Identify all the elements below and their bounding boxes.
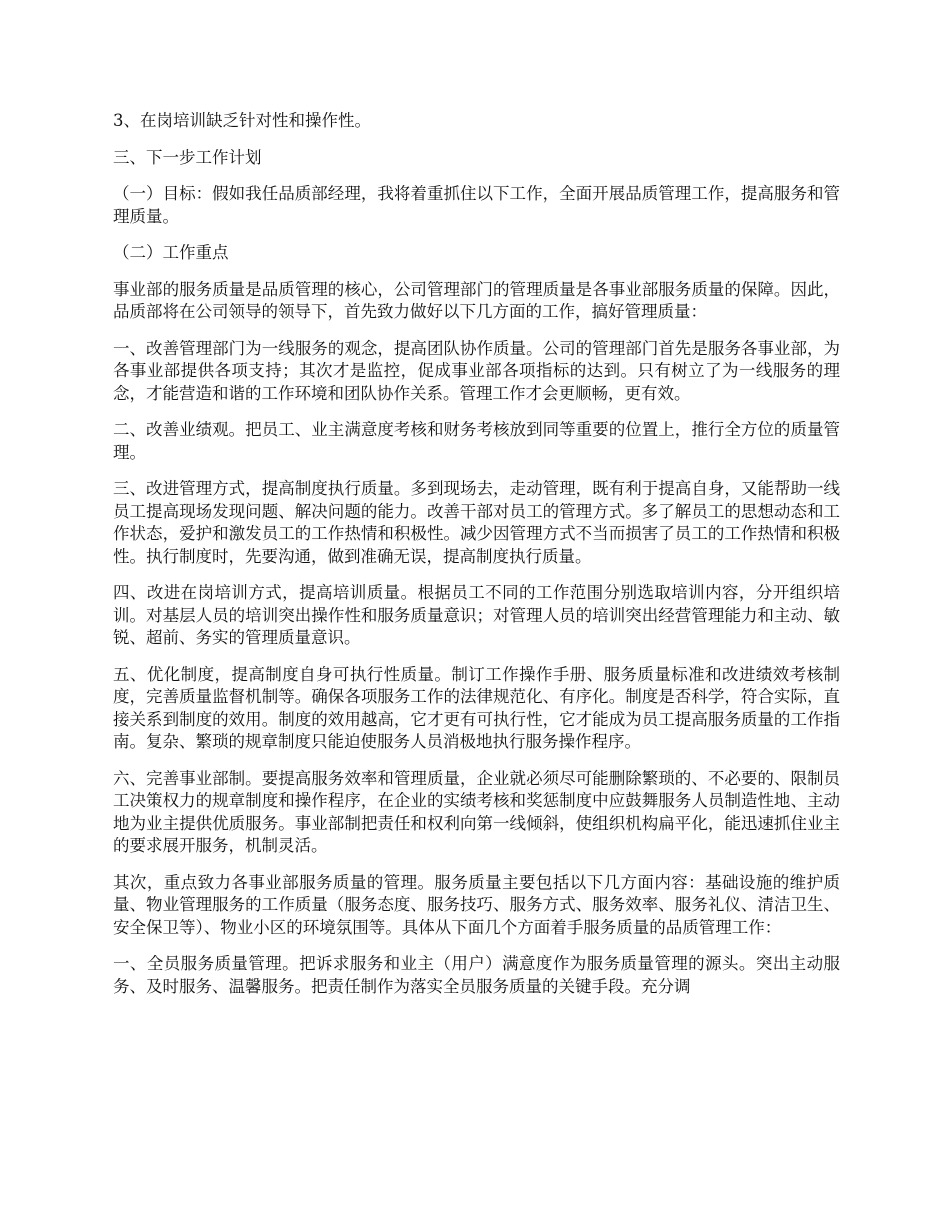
paragraph-item-6: 六、完善事业部制。要提高服务效率和管理质量，企业就必须尽可能删除繁琐的、不必要的、限制员工决策权力的规章制度和操作程序，在企业的实绩考核和奖惩制度中应鼓舞服务人员制造性地、主动地为业主提供优质服务。事业部制把责任和权利向第一线倾斜，使组织机构扁平化，能迅速抓住业主的要求展开服务，机制灵活。 [113,768,840,855]
paragraph-item-4: 四、改进在岗培训方式，提高培训质量。根据员工不同的工作范围分别选取培训内容，分开组织培训。对基层人员的培训突出操作性和服务质量意识；对管理人员的培训突出经营管理能力和主动、敏锐、超前、务实的管理质量意识。 [113,583,840,647]
paragraph-goal: （一）目标：假如我任品质部经理，我将着重抓住以下工作，全面开展品质管理工作，提高服务和管理质量。 [113,184,840,226]
document-body [113,110,840,1012]
paragraph-item-5: 五、优化制度，提高制度自身可执行性质量。制订工作操作手册、服务质量标准和改进绩效考核制度，完善质量监督机制等。确保各项服务工作的法律规范化、有序化。制度是否科学，符合实际，直接关系到制度的效用。制度的效用越高，它才更有可执行性，它才能成为员工提高服务质量的工作指南。复杂、繁琐的规章制度只能迫使服务人员消极地执行服务操作程序。 [113,664,840,751]
paragraph-secondly: 其次，重点致力各事业部服务质量的管理。服务质量主要包括以下几方面内容：基础设施的维护质量、物业管理服务的工作质量（服务态度、服务技巧、服务方式、服务效率、服务礼仪、清洁卫生、安全保卫等）、物业小区的环境氛围等。具体从下面几个方面着手服务质量的品质管理工作： [113,872,840,937]
paragraph-item-3: 三、改进管理方式，提高制度执行质量。多到现场去，走动管理，既有利于提高自身，又能帮助一线员工提高现场发现问题、解决问题的能力。改善干部对员工的管理方式。多了解员工的思想动态和工作状态，爱护和激发员工的工作热情和积极性。减少因管理方式不当而损害了员工的工作热情和积极性。执行制度时，先要沟通，做到准确无误，提高制度执行质量。 [113,479,840,566]
paragraph-quality-item-1: 一、全员服务质量管理。把诉求服务和业主（用户）满意度作为服务质量管理的源头。突出主动服务、及时服务、温馨服务。把责任制作为落实全员服务质量的关键手段。充分调 [113,954,840,996]
paragraph-item-1: 一、改善管理部门为一线服务的观念，提高团队协作质量。公司的管理部门首先是服务各事业部，为各事业部提供各项支持；其次才是监控，促成事业部各项指标的达到。只有树立了为一线服务的理念，才能营造和谐的工作环境和团队协作关系。管理工作才会更顺畅，更有效。 [113,338,840,403]
heading-next-step-plan: 三、下一步工作计划 [113,147,262,167]
paragraph-item-2: 二、改善业绩观。把员工、业主满意度考核和财务考核放到同等重要的位置上，推行全方位的质量管理。 [113,420,840,462]
heading-work-focus: （二）工作重点 [113,243,229,262]
paragraph-training-issue: 3、在岗培训缺乏针对性和操作性。 [113,111,371,130]
paragraph-intro: 事业部的服务质量是品质管理的核心，公司管理部门的管理质量是各事业部服务质量的保障。因此，品质部将在公司领导的领导下，首先致力做好以下几方面的工作，搞好管理质量： [113,279,840,321]
